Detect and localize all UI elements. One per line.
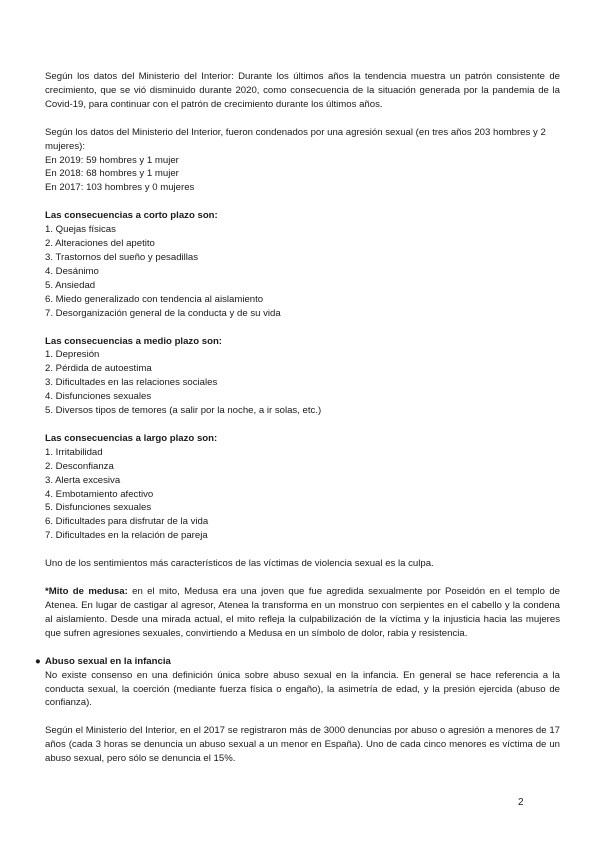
list-item: 3. Trastornos del sueño y pesadillas (45, 251, 199, 263)
medusa-text: en el mito, Medusa era una joven que fue agredida sexualmente por Poseidón en el templo de Atenea. En lugar de castigar al agresor, Atenea la transforma en un monstruo con serpientes en el cabello y la condena al aislamiento. Desde una mirada actual, el mito refleja la culpabilización de la víctima y la injusticia hacia las mujeres que sufren agresiones sexuales, convirtiendo a Medusa en un símbolo de dolor, rabia y resistencia. (45, 586, 560, 639)
medium-term-heading: Las consecuencias a medio plazo son: (45, 335, 223, 347)
medium-term-section (45, 335, 560, 418)
intro-paragraph: Según los datos del Ministerio del Interior: Durante los últimos años la tendencia muestra un patrón consistente de crecimiento, que se vió disminuido durante 2020, como consecuencia de la situación generada por la pandemia de la Covid-19, para continuar con el patrón de crecimiento durante los últimos años. (45, 71, 560, 110)
child-abuse-heading (35, 655, 560, 669)
page-number: 2 (518, 797, 524, 808)
list-item: 5. Disfunciones sexuales (45, 502, 152, 514)
medusa-label: *Mito de medusa: (45, 586, 128, 598)
list-item: 3. Dificultades en las relaciones sociales (45, 377, 218, 389)
condemned-section (45, 126, 560, 196)
long-term-heading: Las consecuencias a largo plazo son: (45, 432, 218, 444)
bullet-icon: ● (35, 655, 41, 667)
child-abuse-statistics-paragraph: Según el Ministerio del Interior, en el 2017 se registraron más de 3000 denuncias por abuso o agresión a menores de 17 años (cada 3 horas se denuncia un abuso sexual a un menor en España). Uno de cada cinco menores es víctima de un abuso sexual, pero sólo se denuncia el 15%. (45, 725, 560, 765)
list-item: 2. Pérdida de autoestima (45, 363, 152, 375)
list-item: 7. Dificultades en la relación de pareja (45, 530, 208, 542)
child-abuse-title: Abuso sexual en la infancia (45, 655, 171, 667)
list-item: 2. Alteraciones del apetito (45, 238, 155, 250)
list-item: 5. Ansiedad (45, 279, 96, 291)
list-item: 5. Diversos tipos de temores (a salir por la noche, a ir solas, etc.) (45, 405, 322, 417)
condemned-year-item: En 2019: 59 hombres y 1 mujer (45, 154, 179, 166)
guilt-paragraph: Uno de los sentimientos más característicos de las víctimas de violencia sexual es la culpa. (45, 558, 434, 570)
list-item: 7. Desorganización general de la conducta y de su vida (45, 307, 281, 319)
long-term-section (45, 432, 560, 543)
list-item: 2. Desconfianza (45, 460, 114, 472)
list-item: 6. Dificultades para disfrutar de la vida (45, 516, 209, 528)
short-term-section (45, 209, 560, 320)
condemned-year-item: En 2018: 68 hombres y 1 mujer (45, 168, 179, 180)
medusa-paragraph (45, 585, 560, 641)
condemned-intro: Según los datos del Ministerio del Interior, fueron condenados por una agresión sexual (en tres años 203 hombres y 2 mujeres): (45, 126, 546, 152)
list-item: 6. Miedo generalizado con tendencia al aislamiento (45, 293, 264, 305)
list-item: 4. Disfunciones sexuales (45, 391, 152, 403)
child-abuse-section (35, 655, 560, 766)
long-term-list (45, 446, 560, 543)
child-abuse-paragraph: No existe consenso en una definición única sobre abuso sexual en la infancia. En general se hace referencia a la conducta sexual, la coerción (mediante fuerza física o engaño), la asimetría de edad, y la presión ejercida (abuso de confianza). (45, 669, 560, 709)
list-item: 4. Desánimo (45, 265, 99, 277)
list-item: 1. Quejas físicas (45, 224, 116, 236)
list-item: 1. Irritabilidad (45, 446, 103, 458)
short-term-heading: Las consecuencias a corto plazo son: (45, 210, 218, 222)
short-term-list (45, 223, 560, 320)
list-item: 3. Alerta excesiva (45, 474, 121, 486)
medium-term-list (45, 348, 560, 418)
list-item: 1. Depresión (45, 349, 100, 361)
list-item: 4. Embotamiento afectivo (45, 488, 154, 500)
document-page (35, 70, 560, 766)
condemned-year-item: En 2017: 103 hombres y 0 mujeres (45, 182, 195, 194)
condemned-years-list (45, 154, 560, 196)
